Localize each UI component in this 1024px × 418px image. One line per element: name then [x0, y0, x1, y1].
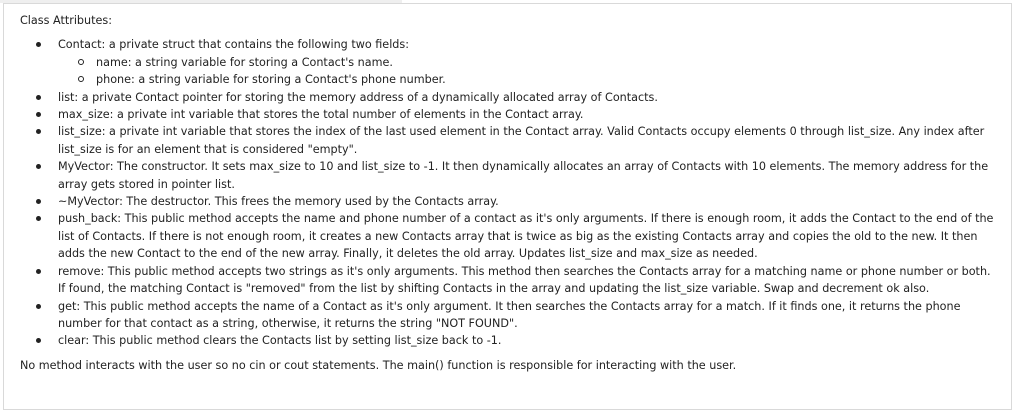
sub-item-phone: [58, 71, 995, 88]
list-item-list: [20, 89, 995, 106]
list-item-max-size: [20, 106, 995, 123]
list-item-text: ~MyVector: The destructor. This frees the memory used by the Contacts array.: [58, 195, 499, 209]
list-item-text: get: This public method accepts the name of a Contact as it's only argument. It then searches the Contacts array for a match. If it finds one, it returns the phone number for that contact as a string, otherwise, it returns the string "NOT FOUND".: [58, 299, 961, 330]
list-item-get: [20, 298, 995, 333]
list-item-text: Contact: a private struct that contains the following two fields:: [58, 38, 410, 52]
list-item-text: push_back: This public method accepts the name and phone number of a contact as it's only arguments. If there is enough room, it adds the Contact to the end of the list of Contacts. If there is not enough room, it creates a new Contacts array that is twice as big as the existing Contacts array and copies the old to the new. It then adds the new Contact to the end of the new array. Finally, it deletes the old array. Updates list_size and max_size as needed.: [58, 212, 994, 261]
list-item-text: list: a private Contact pointer for storing the memory address of a dynamically allocated array of Contacts.: [58, 90, 658, 104]
list-item-constructor: [20, 158, 995, 193]
list-item-contact: [20, 36, 995, 88]
list-item-text: remove: This public method accepts two strings as it's only arguments. This method then searches the Contacts array for a matching name or phone number or both. If found, the matching Contact is "removed" from the list by shifting Contacts in the array and updating the list_size variable. Swap and decrement ok also.: [58, 264, 991, 296]
sub-item-text: name: a string variable for storing a Contact's name.: [96, 55, 393, 69]
list-item-text: clear: This public method clears the Contacts list by setting list_size back to -1.: [58, 334, 502, 348]
list-item-list-size: [20, 123, 995, 158]
list-item-destructor: [20, 193, 995, 210]
list-item-text: list_size: a private int variable that stores the index of the last used element in the Contact array. Valid Contacts occupy elements 0 through list_size. Any index after list_size is for an element that is considered "empty".: [58, 125, 985, 156]
sub-item-text: phone: a string variable for storing a Contact's phone number.: [96, 73, 446, 87]
list-item-remove: [20, 263, 995, 298]
list-item-text: max_size: a private int variable that stores the total number of elements in the Contact array.: [58, 108, 584, 122]
attribute-list: [20, 36, 995, 349]
sub-item-name: [58, 54, 995, 71]
list-item-clear: [20, 332, 995, 349]
footer-note: No method interacts with the user so no cin or cout statements. The main() function is responsible for interacting with the user.: [20, 358, 737, 372]
list-item-text: MyVector: The constructor. It sets max_size to 10 and list_size to -1. It then dynamically allocates an array of Contacts with 10 elements. The memory address for the array gets stored in pointer list.: [58, 160, 989, 191]
section-heading: Class Attributes:: [20, 14, 112, 27]
list-item-push-back: [20, 210, 995, 262]
document-content: [20, 12, 995, 374]
contact-fields-list: [58, 54, 995, 89]
